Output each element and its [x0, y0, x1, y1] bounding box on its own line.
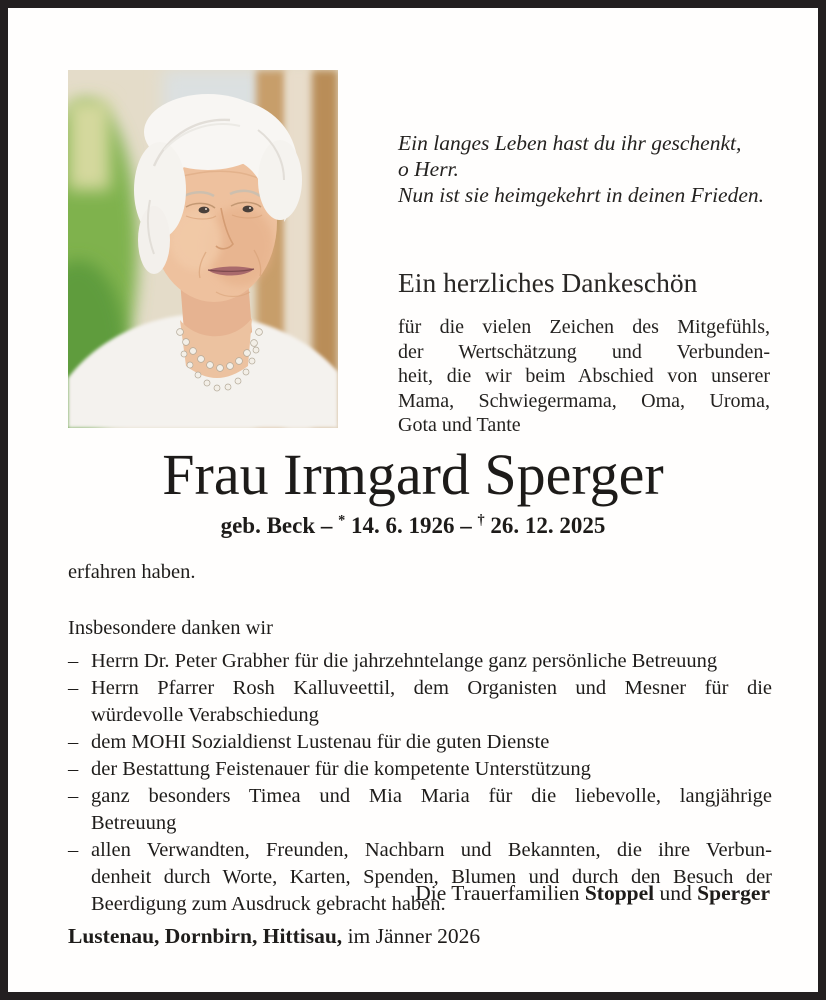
list-dash: – — [68, 677, 79, 699]
text-line: allen Verwandten, Freunden, Nachbarn und Bekannten, die ihre Verbun- — [91, 839, 772, 861]
thanks-item — [68, 756, 772, 783]
body-text — [68, 559, 772, 918]
maiden-name: geb. Beck – — [220, 513, 339, 538]
family-name-stoppel: Stoppel — [584, 881, 655, 905]
text-line: Herrn Dr. Peter Grabher für die jahrzehntelange ganz persönliche Betreuung — [91, 650, 718, 672]
right-column — [398, 130, 770, 438]
thanks-item — [68, 729, 772, 756]
thanks-item-text — [91, 756, 772, 783]
footer-locations: Lustenau, Dornbirn, Hittisau, — [68, 924, 343, 948]
text-line: o Herr. — [398, 157, 459, 181]
deceased-name: Frau Irmgard Sperger — [162, 442, 664, 507]
life-dates — [8, 513, 818, 539]
text-line: heit, die wir beim Abschied von unserer — [398, 365, 770, 388]
memorial-verse — [398, 130, 770, 208]
text-line: Beerdigung zum Ausdruck gebracht haben. — [91, 893, 446, 915]
portrait-photo — [68, 70, 338, 428]
thanks-item — [68, 648, 772, 675]
birth-star-icon: * — [338, 512, 346, 529]
family-name-sperger: Sperger — [697, 881, 770, 905]
continuation-text: erfahren haben. — [68, 561, 196, 583]
text-line: ganz besonders Timea und Mia Maria für die liebevolle, langjährige — [91, 785, 772, 807]
list-dash: – — [68, 731, 79, 753]
thanks-item-text — [91, 675, 772, 729]
text-line: Mama, Schwiegermama, Oma, Uroma, — [398, 389, 770, 412]
thanks-item — [68, 675, 772, 729]
thanks-item-text — [91, 729, 772, 756]
thanks-list — [68, 648, 772, 918]
thanks-item-text — [91, 783, 772, 837]
signoff — [415, 881, 770, 906]
text-line: dem MOHI Sozialdienst Lustenau für die guten Dienste — [91, 731, 550, 753]
signoff-prefix: Die Trauerfamilien — [415, 881, 585, 905]
text-line: Betreuung — [91, 812, 177, 834]
text-line: Herrn Pfarrer Rosh Kalluveettil, dem Organisten und Mesner für die — [91, 677, 772, 699]
text-line: würdevolle Verabschiedung — [91, 704, 319, 726]
text-line: der Wertschätzung und Verbunden- — [398, 340, 770, 363]
thanks-paragraph — [398, 315, 770, 438]
list-dash: – — [68, 650, 79, 672]
birth-date: 14. 6. 1926 – — [345, 513, 478, 538]
thanks-item — [68, 783, 772, 837]
death-dagger-icon: † — [477, 512, 485, 529]
portrait-illustration — [68, 70, 338, 428]
text-line: denheit durch Worte, Karten, Spenden, Blumen und durch den Besuch der — [91, 866, 772, 888]
footer-line — [68, 924, 480, 949]
list-dash: – — [68, 758, 79, 780]
text-line: Ein langes Leben hast du ihr geschenkt, — [398, 131, 742, 155]
text-line: für die vielen Zeichen des Mitgefühls, — [398, 316, 770, 338]
death-date: 26. 12. 2025 — [484, 513, 606, 538]
text-line: Nun ist sie heimgekehrt in deinen Frieden. — [398, 183, 765, 207]
thanks-heading: Ein herzliches Dankeschön — [398, 267, 698, 298]
text-line: der Bestattung Feistenauer für die kompetente Unterstützung — [91, 758, 591, 780]
thanks-item-text — [91, 648, 772, 675]
thanks-intro: Insbesondere danken wir — [68, 617, 273, 639]
list-dash: – — [68, 785, 79, 807]
text-line: Gota und Tante — [398, 414, 521, 437]
footer-date: im Jänner 2026 — [342, 924, 481, 948]
signoff-connector: und — [654, 881, 698, 905]
list-dash: – — [68, 839, 79, 861]
